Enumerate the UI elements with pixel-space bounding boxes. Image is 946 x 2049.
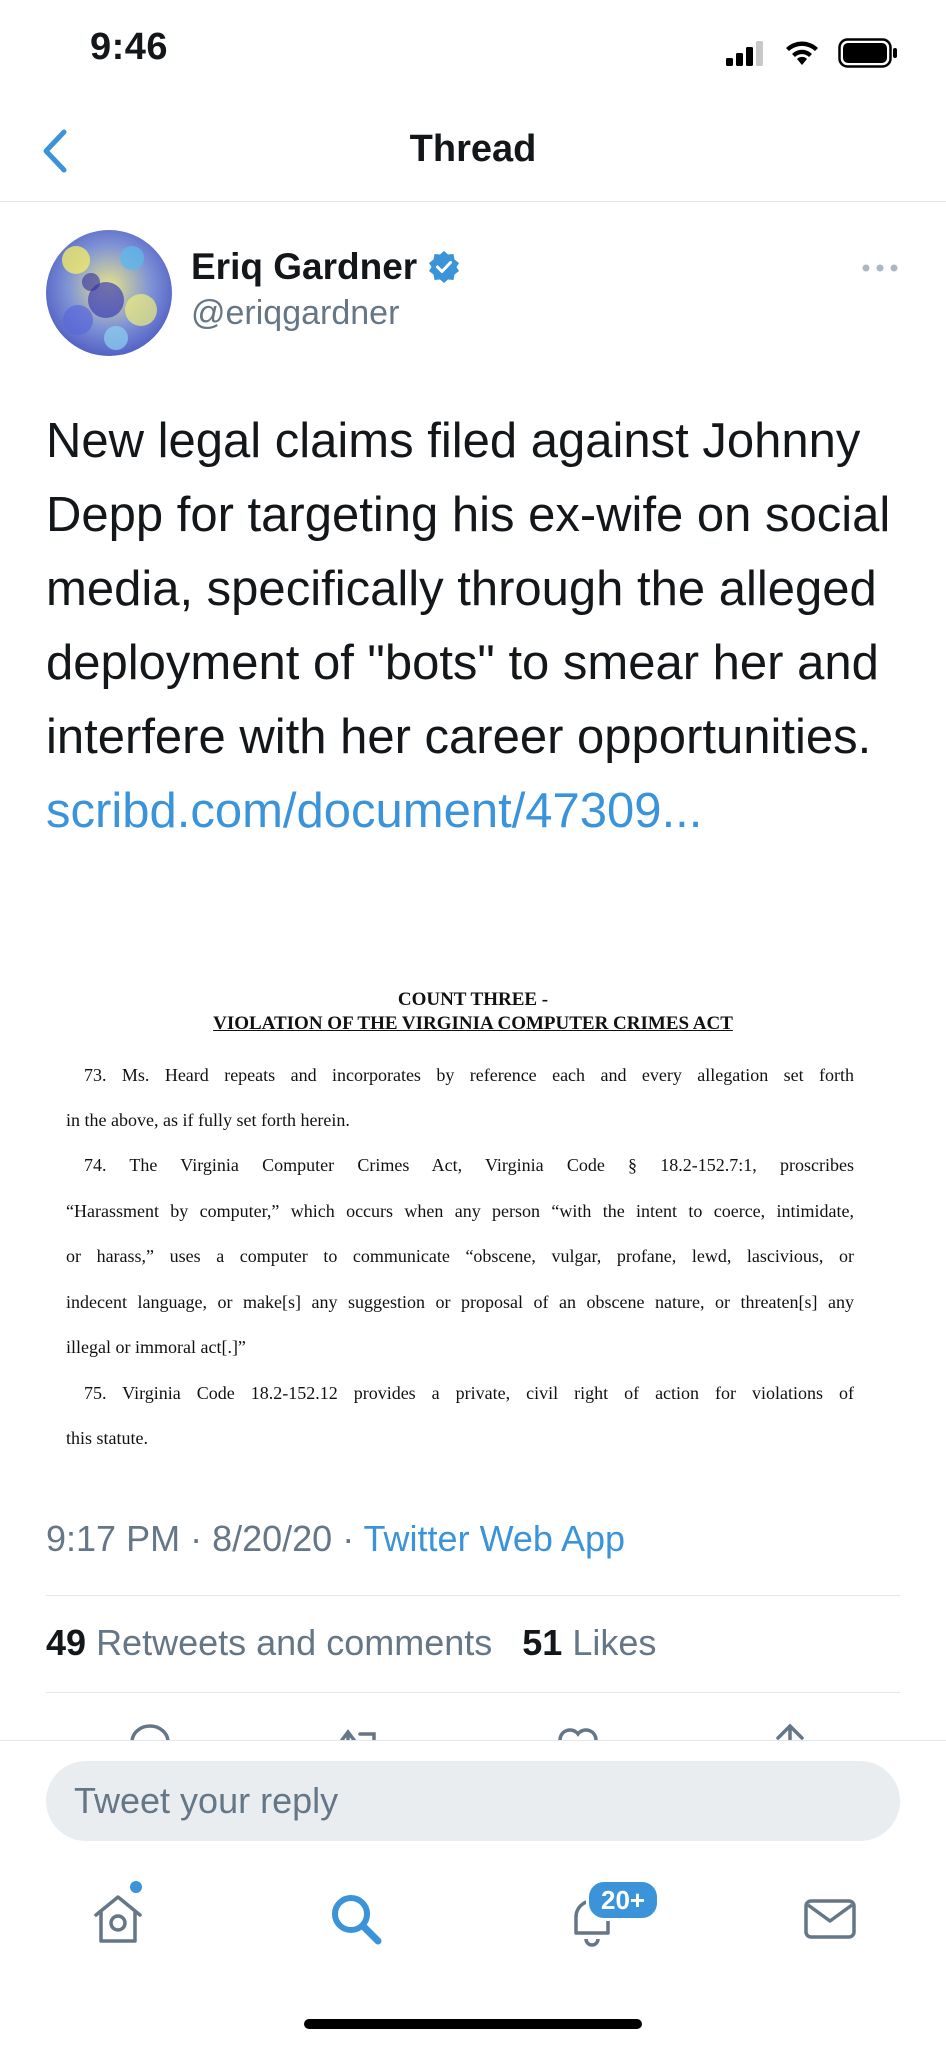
wifi-icon bbox=[784, 39, 820, 67]
reply-placeholder: Tweet your reply bbox=[74, 1780, 339, 1821]
verified-icon bbox=[427, 250, 461, 284]
document-line: 73. Ms. Heard repeats and incorporates by reference each and every allegation set forth bbox=[84, 1065, 854, 1085]
document-line: “Harassment by computer,” which occurs when any person “with the intent to coerce, intimidate, bbox=[66, 1201, 854, 1221]
meta-separator: · bbox=[180, 1518, 213, 1559]
document-title: COUNT THREE - bbox=[397, 989, 549, 1010]
reply-input[interactable] bbox=[46, 1761, 900, 1841]
signal-icon bbox=[726, 40, 766, 66]
page-title: Thread bbox=[409, 128, 537, 170]
tweet-image[interactable] bbox=[46, 965, 900, 1451]
retweets-count: 49 bbox=[46, 1622, 87, 1663]
status-time: 9:46 bbox=[90, 26, 169, 68]
tweet-text bbox=[46, 404, 916, 848]
tweet-meta bbox=[46, 1518, 625, 1560]
meta-separator: · bbox=[332, 1518, 364, 1559]
tweet-actions bbox=[0, 1700, 946, 1740]
battery-icon bbox=[838, 38, 898, 68]
divider bbox=[46, 1692, 900, 1693]
avatar[interactable] bbox=[46, 230, 172, 356]
home-indicator[interactable] bbox=[304, 2019, 642, 2029]
author-name[interactable] bbox=[191, 246, 461, 288]
document-line: illegal or immoral act[.]” bbox=[66, 1337, 246, 1357]
divider bbox=[46, 1595, 900, 1596]
nav-bar bbox=[0, 100, 946, 202]
likes-stat[interactable] bbox=[522, 1622, 656, 1663]
document-line: or harass,” uses a computer to communicate “obscene, vulgar, profane, lewd, lascivious, or bbox=[66, 1246, 854, 1266]
author-handle[interactable]: @eriqgardner bbox=[191, 294, 400, 332]
comment-icon[interactable] bbox=[128, 1722, 172, 1740]
likes-count: 51 bbox=[522, 1622, 563, 1663]
share-icon[interactable] bbox=[770, 1722, 810, 1740]
document-line: 74. The Virginia Computer Crimes Act, Virginia Code § 18.2-152.7:1, proscribes bbox=[84, 1155, 854, 1175]
tweet-date: 8/20/20 bbox=[212, 1518, 333, 1559]
bottom-bar bbox=[0, 1740, 946, 2049]
like-icon[interactable] bbox=[556, 1722, 600, 1740]
likes-label: Likes bbox=[572, 1622, 657, 1663]
document-line: this statute. bbox=[66, 1428, 148, 1448]
document-line: in the above, as if fully set forth herein. bbox=[66, 1110, 350, 1130]
tweet-source-app[interactable]: Twitter Web App bbox=[363, 1518, 626, 1559]
messages-icon[interactable] bbox=[800, 1889, 860, 1949]
home-icon[interactable] bbox=[88, 1889, 148, 1949]
retweet-icon[interactable] bbox=[338, 1724, 386, 1740]
tweet-link[interactable]: scribd.com/document/​47309... bbox=[46, 784, 703, 838]
retweets-label: Retweets and comments bbox=[96, 1622, 493, 1663]
author-name-text: Eriq Gardner bbox=[191, 246, 418, 287]
document-line: indecent language, or make[s] any suggestion or proposal of an obscene nature, or threaten[s] any bbox=[66, 1292, 854, 1312]
more-icon[interactable] bbox=[860, 258, 900, 278]
document-line: 75. Virginia Code 18.2-152.12 provides a private, civil right of action for violations of bbox=[84, 1383, 854, 1403]
document-subtitle: VIOLATION OF THE VIRGINIA COMPUTER CRIMES ACT bbox=[213, 1013, 733, 1034]
tweet-time: 9:17 PM bbox=[46, 1518, 181, 1559]
notifications-badge: 20+ bbox=[586, 1879, 660, 1921]
tweet-stats bbox=[46, 1622, 656, 1664]
retweets-stat[interactable] bbox=[46, 1622, 492, 1663]
status-icons bbox=[726, 36, 898, 70]
search-icon[interactable] bbox=[326, 1889, 386, 1949]
tweet-body: New legal claims filed against Johnny Depp for targeting his ex-wife on social media, specifically through the alleged deployment of "bots" to smear her and interfere with her career opportunities. bbox=[46, 414, 891, 764]
